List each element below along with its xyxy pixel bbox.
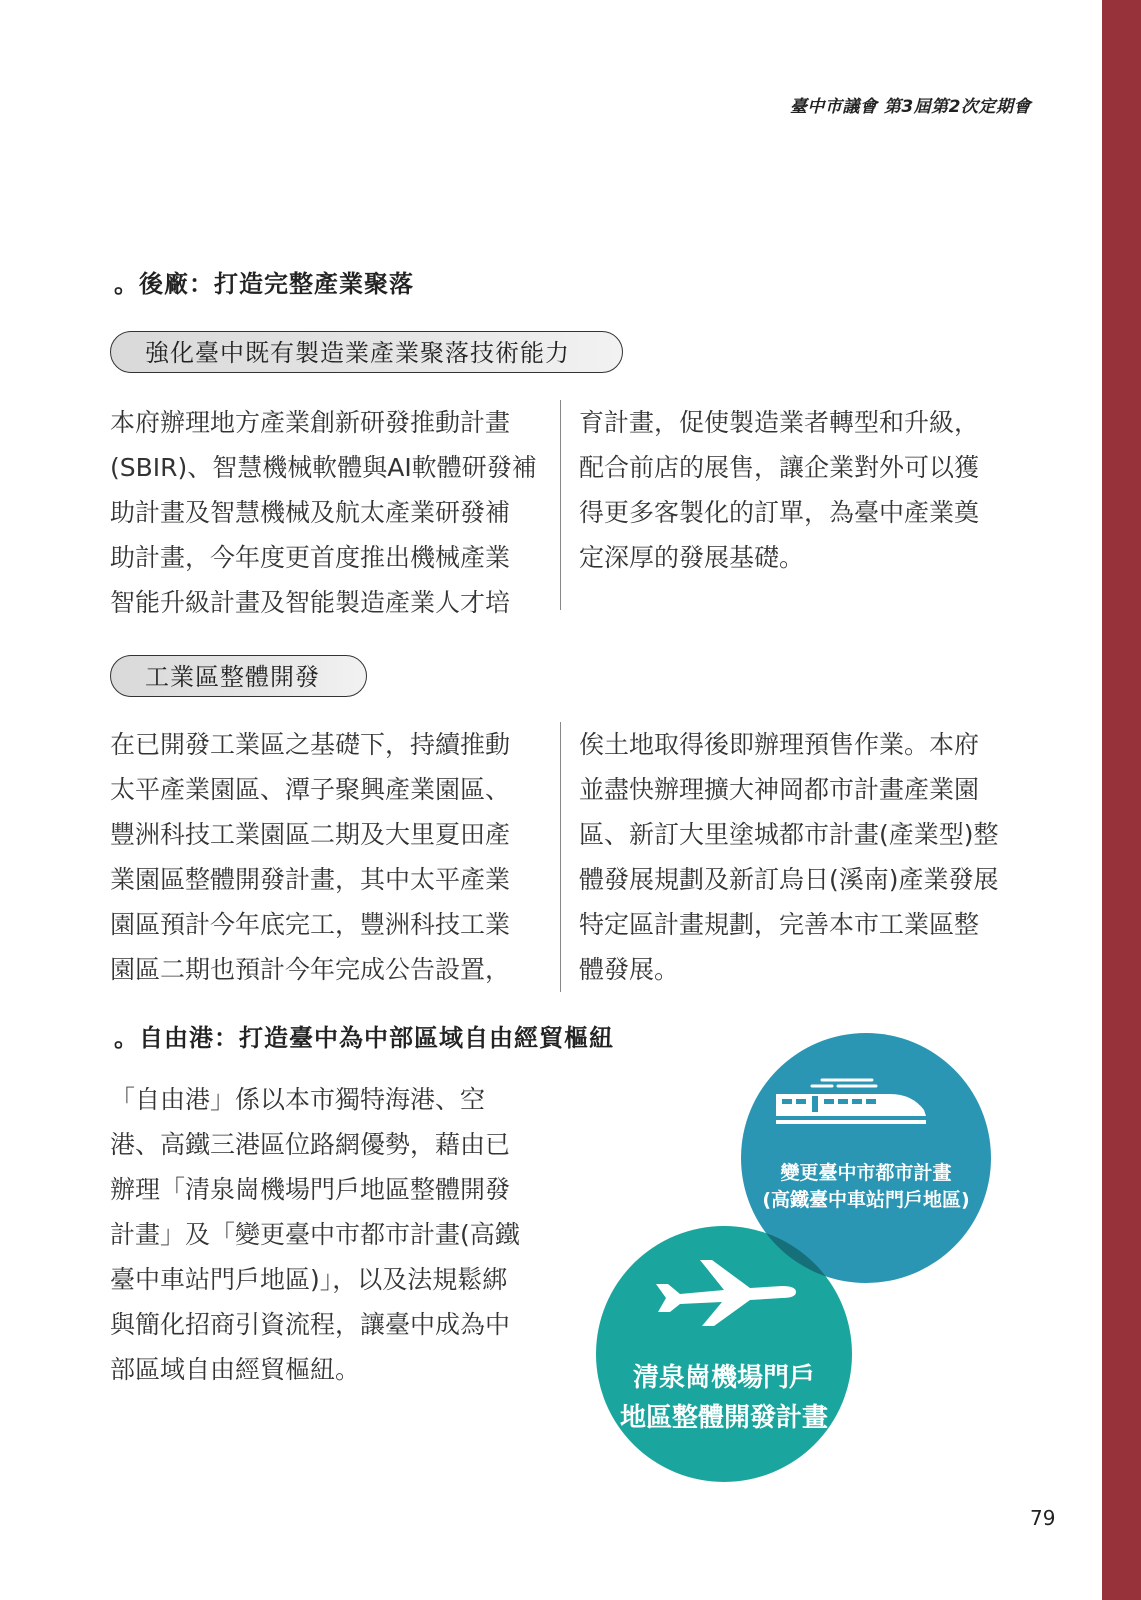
train-icon	[772, 1074, 932, 1134]
paragraph-cluster-right: 育計畫，促使製造業者轉型和升級， 配合前店的展售，讓企業對外可以獲 得更多客製化的訂單，為臺中產業奠 定深厚的發展基礎。	[560, 400, 979, 610]
paragraph-industrial-left: 在已開發工業區之基礎下，持續推動 太平產業園區、潭子聚興產業園區、 豐洲科技工業園區二期及大里夏田產 業園區整體開發計畫，其中太平產業 園區預計今年底完工，豐洲科技工業 園區二期也預計今年完成公告設置，	[110, 730, 511, 984]
page-number: 79	[1030, 1506, 1056, 1530]
paragraph-free-port: 「自由港」係以本市獨特海港、空 港、高鐵三港區位路網優勢，藉由已 辦理「清泉崗機場門戶地區整體開發 計畫」及「變更臺中市都市計畫(高鐵 臺中車站門戶地區)」，以及法規鬆綁 與簡化招商引資流程，讓臺中成為中 部區域自由經貿樞紐。	[110, 1085, 520, 1384]
document-header: 臺中市議會 第3屆第2次定期會	[789, 97, 1031, 117]
train-circle-label: 變更臺中市都市計畫 (高鐵臺中車站門戶地區)	[762, 1162, 970, 1211]
subsection-pill-cluster-tech: 強化臺中既有製造業產業聚落技術能力	[110, 331, 623, 373]
paragraph-industrial-right: 俟土地取得後即辦理預售作業。本府 並盡快辦理擴大神岡都市計畫產業園 區、新訂大里塗城都市計畫(產業型)整 體發展規劃及新訂烏日(溪南)產業發展 特定區計畫規劃，完善本市工業區整 體發展。	[560, 722, 999, 992]
section-title-back-factory: 。後廠：打造完整產業聚落	[114, 270, 414, 298]
paragraph-cluster-left: 本府辦理地方產業創新研發推動計畫 (SBIR)、智慧機械軟體與AI軟體研發補 助計畫及智慧機械及航太產業研發補 助計畫，今年度更首度推出機械產業 智能升級計畫及智能製造產業人才培	[110, 408, 537, 617]
section-title-free-port: 。自由港：打造臺中為中部區域自由經貿樞紐	[114, 1024, 614, 1052]
airplane-circle-label: 清泉崗機場門戶 地區整體開發計畫	[619, 1363, 828, 1433]
airplane-icon	[650, 1254, 800, 1329]
subsection-pill-industrial-zone: 工業區整體開發	[110, 655, 367, 697]
